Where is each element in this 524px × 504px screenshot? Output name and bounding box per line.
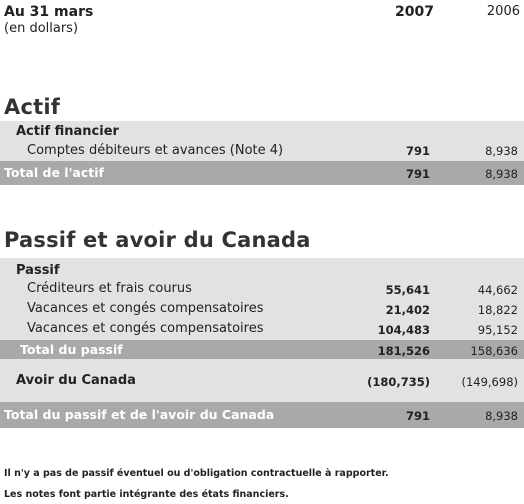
passif-item-2006: 95,152: [477, 323, 518, 337]
grand-total-2006: 8,938: [485, 409, 518, 423]
total-actif-2007: 791: [405, 167, 430, 181]
note-integral: Les notes font partie intégrante des états financiers.: [4, 489, 289, 500]
passif-group-label: Passif: [16, 263, 60, 278]
date-header: Au 31 mars: [4, 4, 94, 20]
note-contingent: Il n'y a pas de passif éventuel ou d'obligation contractuelle à rapporter.: [4, 468, 389, 479]
passif-item-label: Créditeurs et frais courus: [27, 281, 192, 296]
year-prior: 2006: [486, 4, 520, 19]
actif-item-label: Comptes débiteurs et avances (Note 4): [27, 143, 284, 158]
passif-item-2006: 18,822: [477, 303, 518, 317]
passif-item-2007: 21,402: [385, 303, 430, 317]
total-actif-label: Total de l'actif: [4, 165, 104, 180]
actif-item-2006: 8,938: [485, 144, 518, 158]
passif-item-2007: 55,641: [385, 283, 430, 297]
total-passif-2006: 158,636: [470, 344, 518, 358]
actif-item-2007: 791: [405, 144, 430, 158]
grand-total-2007: 791: [405, 409, 430, 423]
unit-label: (en dollars): [4, 21, 79, 36]
passif-item-label: Vacances et congés compensatoires: [27, 321, 264, 336]
grand-total-label: Total du passif et de l'avoir du Canada: [4, 407, 275, 422]
passif-title: Passif et avoir du Canada: [4, 228, 311, 252]
passif-item-2006: 44,662: [477, 283, 518, 297]
year-current: 2007: [395, 4, 434, 20]
total-actif-2006: 8,938: [485, 167, 518, 181]
passif-item-2007: 104,483: [377, 323, 430, 337]
actif-financier-label: Actif financier: [16, 124, 119, 139]
avoir-2006: (149,698): [461, 375, 518, 389]
passif-item-label: Vacances et congés compensatoires: [27, 301, 264, 316]
avoir-2007: (180,735): [367, 375, 430, 389]
actif-title: Actif: [4, 95, 61, 119]
avoir-label: Avoir du Canada: [16, 373, 136, 388]
total-passif-label: Total du passif: [20, 342, 123, 357]
total-passif-2007: 181,526: [377, 344, 430, 358]
